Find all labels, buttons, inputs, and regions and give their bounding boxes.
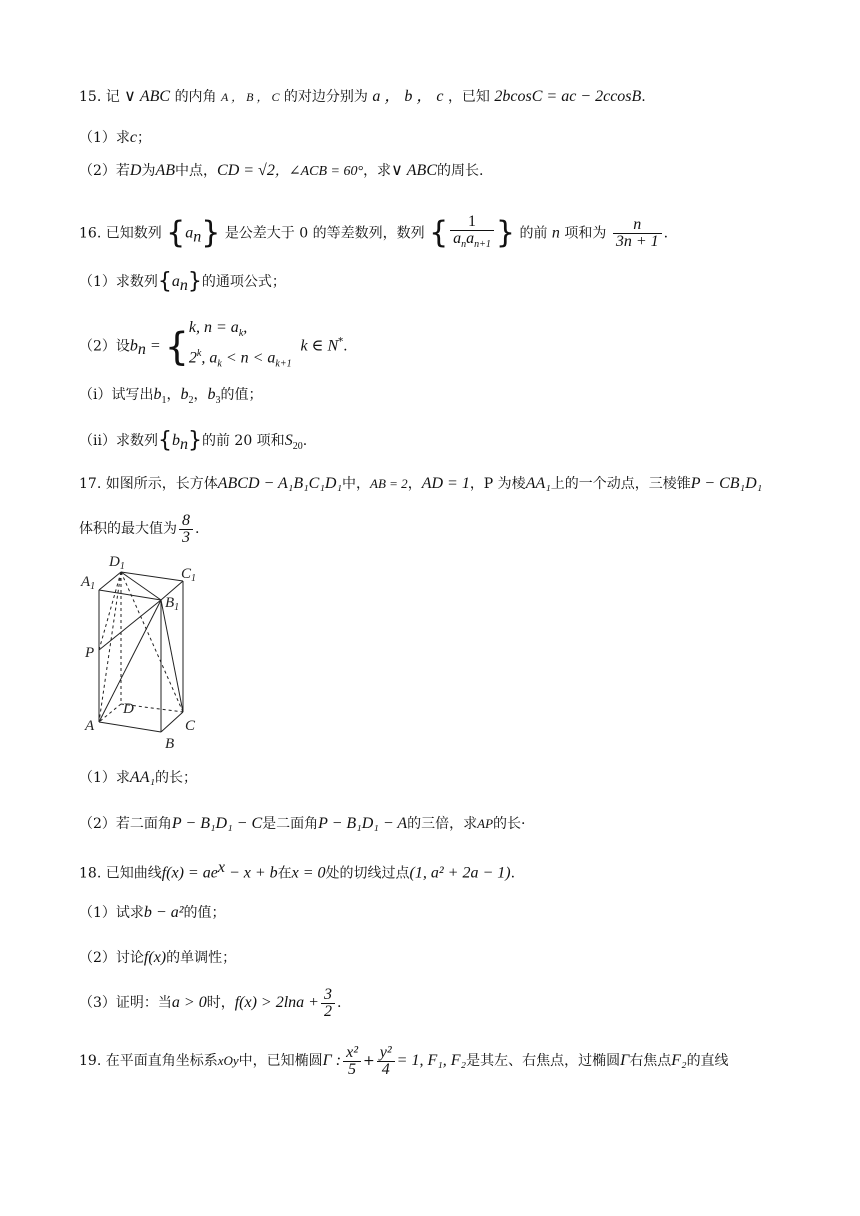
- q15-stem: 15. 记 ∨ ABC 的内角 A ， B ， C 的对边分别为 a ， b ， c ，已知 2bcosC = ac − 2ccosB.: [79, 88, 646, 105]
- q17-volume-fraction: $\frac{8}{3}$: [179, 513, 193, 546]
- label-A1: $A_1$: [81, 574, 96, 592]
- q16-stem: 16. 已知数列 $\{a_n\}$ 是公差大于 0 的等差数列，数列 { $\frac{1}{a_na_{n+1}}$ } 的前 n 项和为 $\frac{n}{3n + 1}$ .: [79, 214, 668, 253]
- label-A: A: [85, 718, 95, 734]
- q19-stem: 19. 在平面直角坐标系xOy中，已知椭圆Γ : $\frac{\text{x²}}{5}$ + $\frac{\text{y²}}{4}$ = 1, F₁, F₂是其左、右焦点，过椭圆Γ右焦点F₂的直线: [79, 1043, 729, 1078]
- q15-part2: （2）若D为AB中点，CD = √2，∠ACB = 60°，求∨ ABC的周长.: [79, 162, 484, 179]
- q18-part1: （1）试求b − a²的值；: [79, 904, 226, 921]
- q15-part1: （1）求c；: [79, 129, 152, 146]
- label-B: B: [165, 736, 175, 752]
- q18-part2: （2）讨论f(x)的单调性；: [79, 949, 237, 966]
- triangle-symbol: ∨ ABC: [124, 88, 171, 105]
- label-D1: $D_1$: [109, 554, 125, 572]
- q17-stem: 17. 如图所示，长方体ABCD − A₁B₁C₁D₁中，AB = 2，AD = 1，P 为棱AA₁上的一个动点，三棱锥P − CB₁D₁: [79, 475, 763, 492]
- label-P: P: [85, 645, 95, 661]
- q17-stem-2: 体积的最大值为 $\frac{8}{3}$ .: [79, 511, 200, 546]
- q16-part1: （1）求数列$\{a_n\}$的通项公式；: [79, 269, 286, 294]
- q16-part-ii: （ii）求数列$\{b_n\}$的前 20 项和$S_{20}$.: [79, 428, 308, 453]
- q16-sum-fraction: $\frac{n}{3n + 1}$: [613, 217, 662, 250]
- q17-part1: （1）求AA₁的长；: [79, 769, 198, 786]
- q16-part-i: （i）试写出$b_1$，$b_2$，$b_3$的值；: [79, 386, 263, 406]
- q18-stem: 18. 已知曲线$f(x) = ae^x - x + b$在x = 0处的切线过点(1, a² + 2a − 1).: [79, 859, 516, 882]
- q18-part3: （3）证明：当a > 0时，f(x) > 2lna + $\frac{3}{2}$ .: [79, 985, 342, 1020]
- q16-part2: （2）设$b_n$ = { k, $n = a_k$, 2$^k$, $a_k < n < a_{k+1}$ k ∈ N*.: [79, 319, 348, 370]
- label-D: D: [123, 701, 134, 717]
- q17-part2: （2）若二面角P − B₁D₁ − C是二面角P − B₁D₁ − A的三倍，求AP的长·: [79, 815, 526, 832]
- cuboid-figure: [79, 550, 219, 755]
- q16-term-fraction: $\frac{1}{a_na_{n+1}}$: [450, 214, 494, 253]
- label-C: C: [185, 718, 196, 734]
- label-B1: $B_1$: [165, 595, 180, 613]
- q15-condition: 2bcosC = ac − 2ccosB: [494, 88, 642, 105]
- q18-fraction: $\frac{3}{2}$: [321, 987, 335, 1020]
- label-C1: $C_1$: [181, 566, 197, 584]
